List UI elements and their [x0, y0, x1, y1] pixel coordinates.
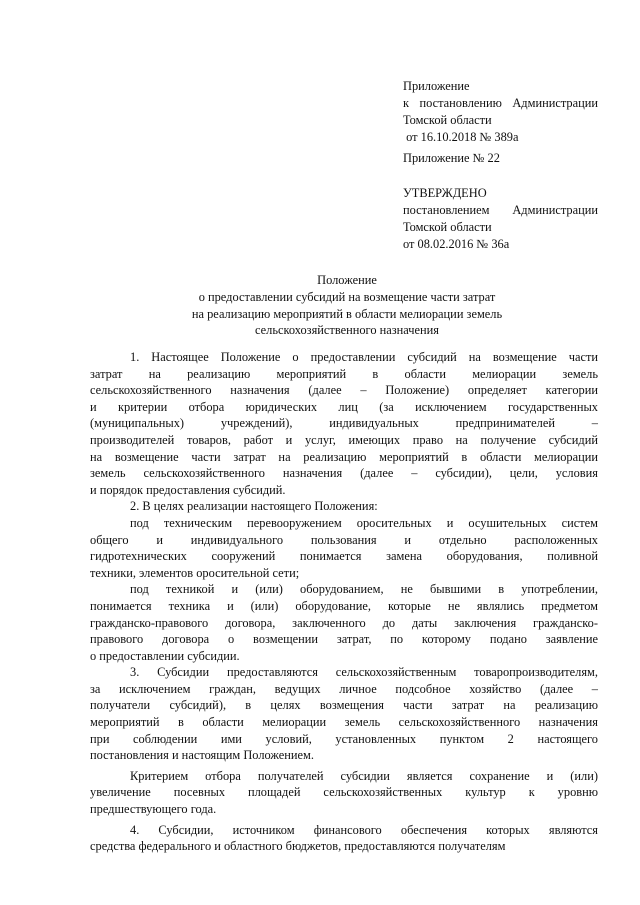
paragraph-7: [90, 822, 598, 855]
paragraph-3: [90, 515, 598, 581]
paragraph-line: предшествующего года.: [90, 802, 217, 817]
annex-reference: [403, 78, 598, 146]
paragraph-line: о предоставлении субсидии.: [90, 648, 240, 663]
paragraph-line: и порядок предоставления субсидий.: [90, 482, 286, 497]
annex-date-line: от 16.10.2018 № 389а: [403, 130, 519, 144]
paragraph-line: техники, элементов оросительной сети;: [90, 565, 300, 580]
paragraph-line: постановления и настоящим Положением.: [90, 748, 314, 763]
annex-decree-line: к постановлению Администрации: [403, 96, 598, 110]
paragraph-line: производителей товаров, работ и услуг, имеющих право на получение субсидий: [90, 432, 598, 447]
paragraph-line: (муниципальных) учреждений), индивидуальных предпринимателей –: [90, 416, 598, 431]
paragraph-line: при соблюдении ими условий, установленных пунктом 2 настоящего: [90, 731, 598, 746]
paragraph-line: гидротехнических сооружений понимается замена оборудования, поливной: [90, 549, 598, 564]
paragraph-line: под техникой и (или) оборудованием, не бывшими в употреблении,: [130, 582, 598, 597]
title-line-1: Положение: [317, 273, 377, 287]
title-line-2: о предоставлении субсидий на возмещение части затрат: [198, 289, 496, 304]
paragraph-2: [90, 498, 598, 515]
paragraph-line: общего и индивидуального пользования и отдельно расположенных: [90, 532, 598, 547]
title-line-4: сельскохозяйственного назначения: [255, 323, 439, 338]
approved-decree-line: постановлением Администрации: [403, 203, 598, 217]
paragraph-line: правового договора о возмещении затрат, по которому подано заявление: [90, 632, 598, 647]
paragraph-line: под техническим перевооружением оросительных и осушительных систем: [130, 515, 598, 530]
paragraph-line: затрат на реализацию мероприятий в области мелиорации земель: [90, 366, 598, 381]
paragraph-6: [90, 768, 598, 818]
document-title: [96, 272, 598, 339]
approved-region-line: Томской области: [403, 220, 492, 234]
paragraph-line: 1. Настоящее Положение о предоставлении субсидий на возмещение части: [130, 350, 598, 364]
paragraph-line: и критерии отбора юридических лиц (за исключением государственных: [90, 399, 598, 414]
paragraph-line: за исключением граждан, ведущих личное подсобное хозяйство (далее –: [90, 681, 598, 696]
annex-label: Приложение: [403, 79, 470, 93]
paragraph-line: сельскохозяйственного назначения (далее – Положение) определяет категории: [90, 383, 598, 398]
approved-date-line: от 08.02.2016 № 36а: [403, 237, 510, 251]
appendix-number-text: Приложение № 22: [403, 151, 500, 165]
annex-region-line: Томской области: [403, 113, 492, 127]
paragraph-1: [90, 349, 598, 498]
paragraph-line: Критерием отбора получателей субсидии является сохранение и (или): [130, 768, 598, 783]
paragraph-line: средства федерального и областного бюджетов, предоставляются получателям: [90, 839, 506, 854]
title-line-3: на реализацию мероприятий в области мелиорации земель: [191, 306, 503, 321]
approval-stamp: [403, 185, 598, 253]
paragraph-line: понимается техника и (или) оборудование, которые не являлись предметом: [90, 598, 598, 613]
paragraph-line: земель сельскохозяйственного назначения (далее – субсидии), цели, условия: [90, 466, 598, 481]
paragraph-line: на возмещение части затрат на реализацию мероприятий в области мелиорации: [90, 449, 598, 464]
paragraph-line: гражданско-правового договора, заключенного до даты заключения гражданско-: [90, 615, 598, 630]
paragraph-line: 3. Субсидии предоставляются сельскохозяйственным товаропроизводителям,: [130, 665, 598, 680]
paragraph-line: получатели субсидий), в целях возмещения части затрат на реализацию: [90, 698, 598, 713]
appendix-number: [403, 150, 598, 167]
paragraph-5: [90, 664, 598, 764]
paragraph-4: [90, 581, 598, 664]
paragraph-line: увеличение посевных площадей сельскохозяйственных культур к уровню: [90, 785, 598, 800]
document-body: [90, 349, 598, 855]
paragraph-line: 4. Субсидии, источником финансового обеспечения которых являются: [130, 822, 598, 837]
paragraph-line: мероприятий в области мелиорации земель сельскохозяйственного назначения: [90, 715, 598, 730]
paragraph-line: 2. В целях реализации настоящего Положения:: [130, 499, 378, 514]
approved-label: УТВЕРЖДЕНО: [403, 186, 487, 200]
